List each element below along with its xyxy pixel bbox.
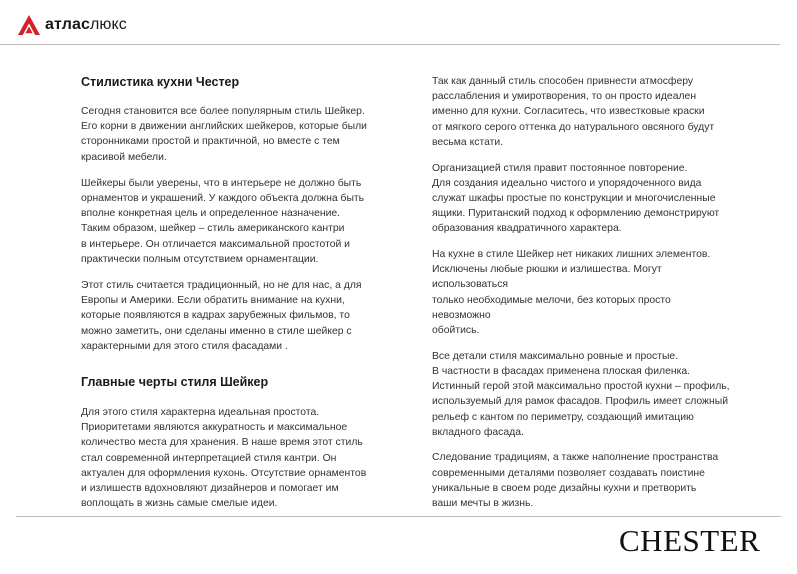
page-header [0, 0, 797, 44]
paragraph: Организацией стиля правит постоянное повторение. Для создания идеально чистого и упорядоченного вида служат шкафы простые по конструкции и многочисленные ящики. Пуританский подход к оформлению демонстрируют образования квадратичного характера. [432, 162, 720, 235]
paragraph: Для этого стиля характерна идеальная простота. Приоритетами являются аккуратность и максимальное количество места для хранения. В наше время этот стиль стал современной интерпретацией стиля кантри. Он актуален для оформления кухонь. Отсутствие орнаментов и излишеств вдохновляют дизайнеров и помогает им воплощать в жизнь самые смелые идеи. [81, 407, 367, 510]
left-column [81, 74, 381, 522]
brand-logo[interactable] [18, 14, 127, 36]
section-title-chester-style: Стилистика кухни Честер [81, 75, 240, 89]
paragraph: Этот стиль считается традиционный, но не для нас, а для Европы и Америки. Если обратить внимание на кухни, которые появляются в кадрах зарубежных фильмов, то можно заметить, они сделаны именно в стиле шейкер с характерными для этого стиля фасадами . [81, 280, 362, 352]
logo-wordmark [45, 14, 127, 36]
chester-brand-title: CHESTER [619, 523, 761, 558]
logo-wordmark-bold: атлас [45, 16, 90, 33]
footer-divider [16, 516, 781, 517]
paragraph: На кухне в стиле Шейкер нет никаких лишних элементов. Исключены любые рюшки и излишества. Могут использоваться только необходимые мелочи, без которых просто невозможно обойтись. [432, 249, 711, 337]
paragraph: Все детали стиля максимально ровные и простые. В частности в фасадах применена плоская филенка. Истинный герой этой максимально простой кухни – профиль, используемый для рамок фасадов. Профиль имеет сложный рельеф с кантом по периметру, создающий имитацию вкладного фасада. [432, 350, 730, 438]
paragraph: Сегодня становится все более популярным стиль Шейкер. Его корни в движении английских шейкеров, которые были сторонниками простой и практичной, но вместе с тем красивой мебели. [81, 106, 367, 163]
right-column [432, 74, 732, 522]
paragraph: Шейкеры были уверены, что в интерьере не должно быть орнаментов и украшений. У каждого объекта должна быть вполне конкретная цель и определенное назначение. Таким образом, шейкер – стиль американского кантри в интерьере. Он отличается максимальной простотой и практически полным отсутствием орнаментации. [81, 177, 365, 265]
paragraph: Следование традициям, а также наполнение пространства современными деталями позволяет создавать поистине уникальные в своем роде дизайны кухни и претворить ваши мечты в жизнь. [432, 452, 719, 510]
atlas-a-logo-icon [18, 15, 40, 35]
logo-wordmark-light: люкс [89, 16, 127, 33]
section-title-shaker-features: Главные черты стиля Шейкер [81, 375, 269, 390]
paragraph: Так как данный стиль способен привнести атмосферу расслабления и умиротворения, то он просто идеален именно для кухни. Согласитесь, что известковые краски от мягкого серого оттенка до натурального овсяного будут весьма кстати. [432, 76, 715, 148]
header-divider [0, 44, 780, 45]
